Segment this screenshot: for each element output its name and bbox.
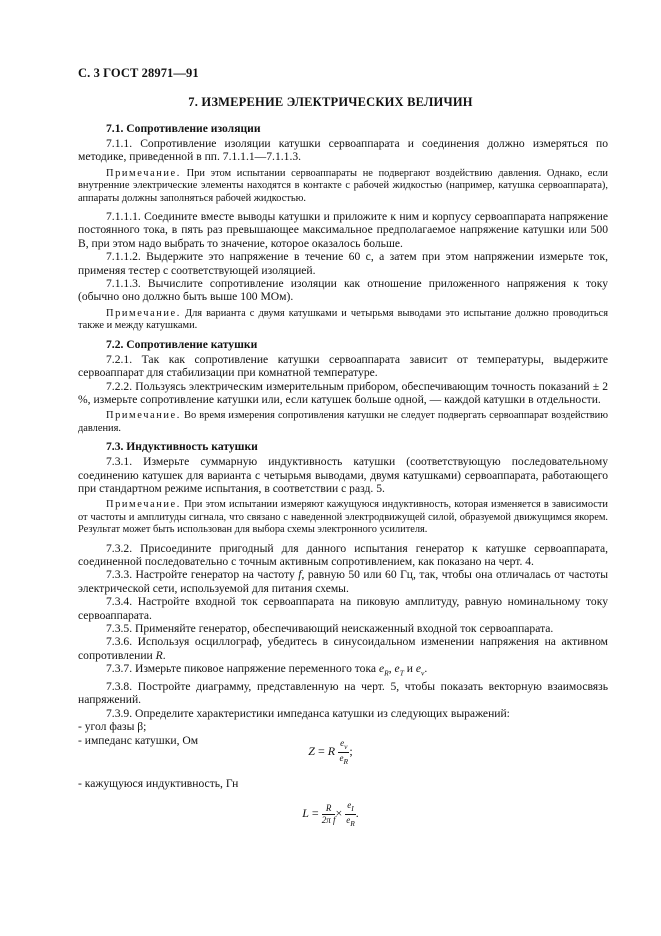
- subsection-heading-7-3: 7.3. Индуктивность катушки: [106, 440, 258, 454]
- var-e: e: [415, 662, 422, 676]
- paragraph-7-3-7: [78, 662, 608, 680]
- note-text: При этом испытании измеряют кажущуюся индуктивность, которая изменяется в зависимости от частоты и амплитуды сигнала, что связано с наведенной электродвижущей силой, образуемой движущимся якорем. Результат может быть использован для выбора схемы электронного усилителя.: [78, 499, 608, 536]
- var-e: e: [378, 662, 385, 676]
- formula-r: R: [327, 744, 336, 759]
- text-run: ,: [388, 662, 395, 676]
- formula-eq: =: [308, 806, 322, 821]
- paragraph-7-3-2: 7.3.2. Присоедините пригодный для данного испытания генератор к катушке сервоаппарата, соединенной последовательно с точным активным сопротивлением, как показано на черт. 4.: [78, 541, 608, 568]
- paragraph-7-1-1: 7.1.1. Сопротивление изоляции катушки сервоаппарата и соединения должно измеряться по методике, приведенной в пп. 7.1.1.1—7.1.1.3.: [78, 137, 608, 164]
- note-7-1-1-3: [78, 308, 608, 333]
- text-run: .: [424, 662, 428, 676]
- subscript: R: [384, 668, 389, 678]
- paragraph-7-1-1-2: 7.1.1.2. Выдержите это напряжение в течение 60 с, а затем при этом напряжении измерьте ток, применяя тестер с соответствующей изоляцией.: [78, 250, 608, 277]
- note-label: Примечание.: [106, 307, 181, 319]
- paragraph-7-3-6: [78, 635, 608, 662]
- paragraph-7-3-4: 7.3.4. Настройте входной ток сервоаппарата на пиковую амплитуду, равную номинальному току сервоаппарата.: [78, 595, 608, 622]
- note-label: Примечание.: [106, 167, 181, 179]
- text-run: , равную 50 или 60 Гц, так, чтобы она отличалась от частоты электрической сети, используемой для питания схемы.: [78, 568, 608, 595]
- note-7-3-1: [78, 499, 608, 536]
- subscript: v: [421, 668, 425, 678]
- fraction: [322, 803, 336, 826]
- paragraph-7-3-8: 7.3.8. Постройте диаграмму, представленную на черт. 5, чтобы показать векторную взаимосвязь напряжений.: [78, 679, 608, 707]
- denominator: 2π f: [321, 814, 336, 825]
- subscript: R: [343, 756, 349, 766]
- note-label: Примечание.: [106, 499, 181, 511]
- text-run: 7.3.3. Настройте генератор на частоту: [106, 568, 299, 582]
- fraction: [345, 800, 356, 829]
- formula-lhs: L: [302, 806, 309, 821]
- formula-tail: .: [355, 806, 359, 821]
- paragraph-7-2-2: 7.2.2. Пользуясь электрическим измерительным прибором, обеспечивающим точность показаний ± 2 %, измерьте сопротивление катушки или, если катушек больше одной, — каждой катушки в отдельности.: [78, 379, 608, 406]
- numerator: e: [347, 800, 352, 810]
- document-body: [78, 122, 608, 747]
- formula-lhs: Z: [308, 744, 315, 759]
- list-item-impedance: - импеданс катушки, Ом: [78, 733, 199, 747]
- paragraph-7-1-1-1: 7.1.1.1. Соедините вместе выводы катушки и приложите к ним и корпусу сервоаппарата напряжение постоянного тока, в пять раз превышающее максимальное предполагаемое напряжение катушки или 500 В, при этом надо выбрать то значение, которое оказалось больше.: [78, 210, 608, 250]
- paragraph-7-2-1: 7.2.1. Так как сопротивление катушки сервоаппарата зависит от температуры, выдержите сервоаппарат для стабилизации при комнатной температуре.: [78, 352, 608, 380]
- paragraph-7-3-5: 7.3.5. Применяйте генератор, обеспечивающий неискаженный входной ток сервоаппарата.: [106, 622, 554, 635]
- formula-impedance: [0, 738, 661, 767]
- note-7-2-2: [78, 410, 608, 435]
- subscript: R: [350, 818, 355, 828]
- note-text: При этом испытании сервоаппараты не подвергают воздействию давления. Однако, если внутренние электрические элементы находятся в контакте с рабочей жидкостью (например, катушка сервоаппарата), аппараты должны заполняться рабочей жидкостью.: [78, 167, 608, 204]
- fraction: [338, 738, 349, 767]
- text-run: 7.3.7. Измерьте пиковое напряжение переменного тока: [106, 662, 379, 676]
- var-f: f: [298, 568, 302, 582]
- list-item-phase-angle: - угол фазы β;: [78, 720, 147, 734]
- paragraph-7-1-1-3: 7.1.1.3. Вычислите сопротивление изоляции как отношение приложенного напряжения к току (обычно оно должно быть выше 100 МОм).: [78, 277, 608, 304]
- text-run: и: [403, 662, 416, 676]
- times-sign: ×: [335, 806, 343, 821]
- subscript: T: [399, 668, 404, 678]
- formula-tail: ;: [349, 744, 353, 759]
- formula-inductance: [0, 800, 661, 829]
- text-run: 7.3.6. Используя осциллограф, убедитесь в синусоидальном изменении напряжения на активном сопротивлении: [78, 635, 608, 662]
- note-text: Во время измерения сопротивления катушки не следует подвергать сервоаппарат воздействию давления.: [78, 410, 608, 434]
- denominator: e: [346, 814, 351, 825]
- note-label: Примечание.: [106, 410, 181, 422]
- numerator: R: [325, 802, 332, 813]
- list-item-inductance: - кажущуюся индуктивность, Гн: [78, 777, 239, 790]
- var-r: R: [155, 648, 163, 662]
- page-header: С. 3 ГОСТ 28971—91: [78, 66, 199, 80]
- paragraph-7-3-9: 7.3.9. Определите характеристики импеданса катушки из следующих выражений:: [106, 706, 510, 720]
- paragraph-7-3-3: [78, 568, 608, 595]
- note-text: Для варианта с двумя катушками и четырьмя выводами это испытание должно проводиться также и между катушками.: [78, 307, 608, 332]
- paragraph-7-3-1: 7.3.1. Измерьте суммарную индуктивность катушки (соответствующую последовательному соединению катушек для варианта с четырьмя выводами, двумя катушками) сервоаппарата, работающего при стандартном режиме испытания, в соответствии с разд. 5.: [78, 455, 608, 495]
- note-7-1-1: [78, 168, 608, 205]
- numerator: e: [340, 738, 345, 748]
- section-title: 7. ИЗМЕРЕНИЕ ЭЛЕКТРИЧЕСКИХ ВЕЛИЧИН: [188, 95, 473, 109]
- subsection-heading-7-1: 7.1. Сопротивление изоляции: [106, 122, 261, 135]
- subscript: v: [344, 741, 348, 751]
- text-run: .: [162, 648, 166, 662]
- var-e: e: [394, 662, 400, 676]
- subsection-heading-7-2: 7.2. Сопротивление катушки: [106, 337, 258, 351]
- denominator: e: [339, 752, 344, 763]
- formula-eq: =: [314, 744, 328, 759]
- subscript: I: [351, 803, 354, 813]
